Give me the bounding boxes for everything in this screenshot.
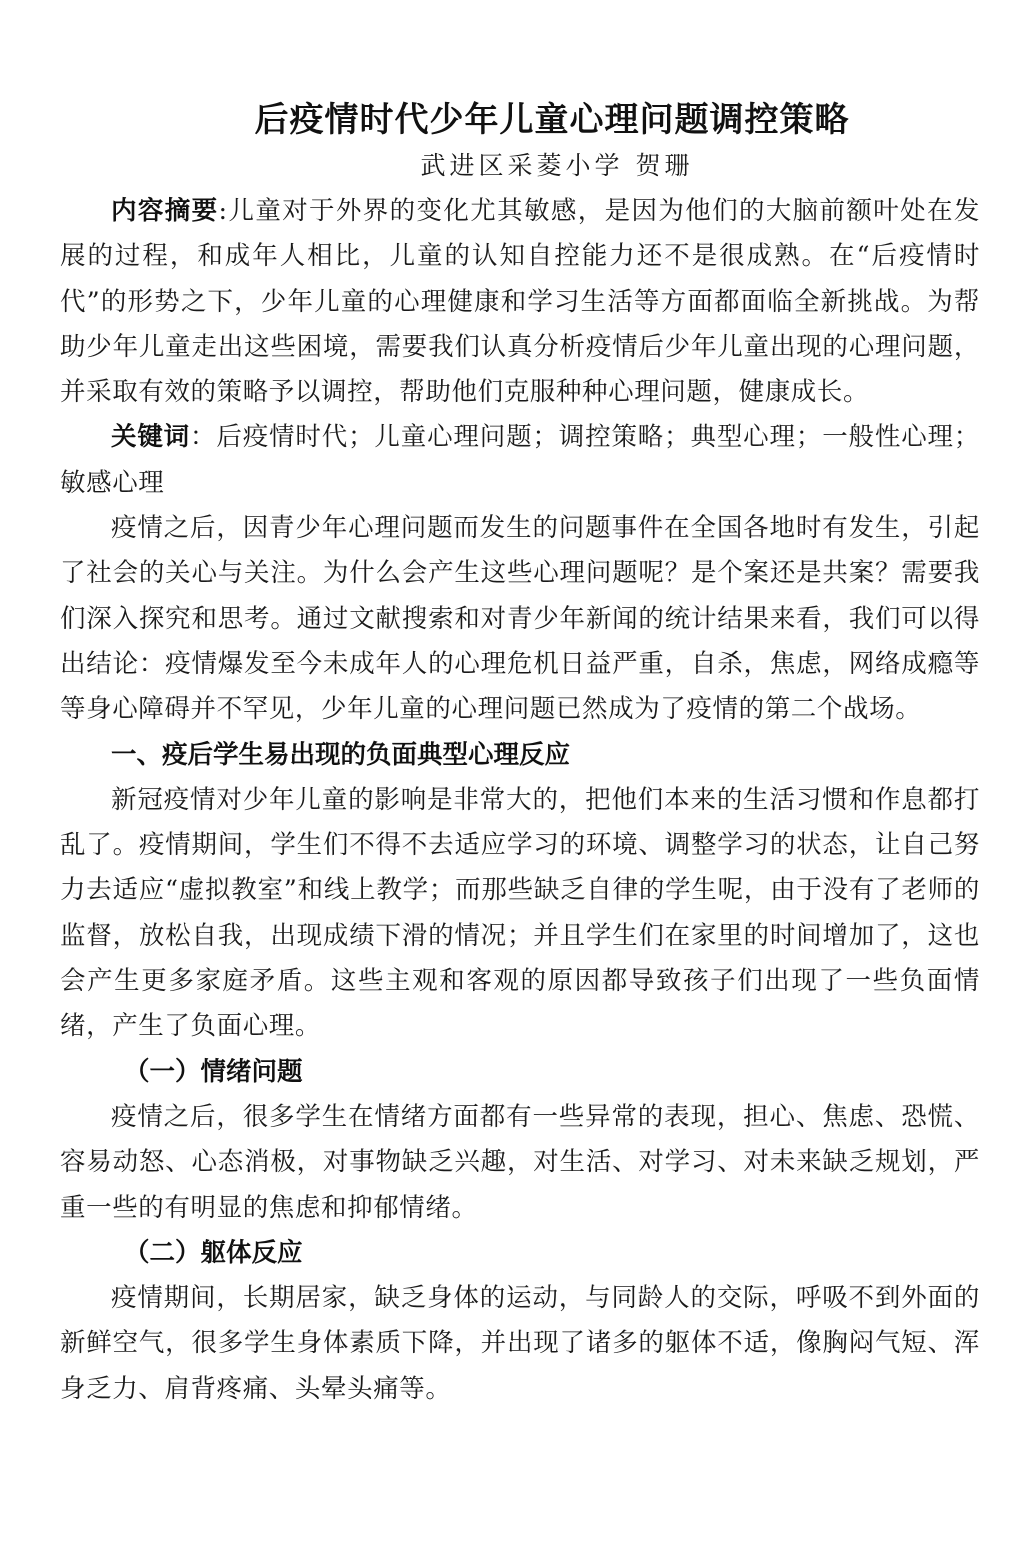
abstract-text: 儿童对于外界的变化尤其敏感，是因为他们的大脑前额叶处在发展的过程，和成年人相比，儿童的认知自控能力还不是很成熟。在“后疫情时代”的形势之下，少年儿童的心理健康和学习生活等方面都面临全新挑战。为帮助少年儿童走出这些困境，需要我们认真分析疫情后少年儿童出现的心理问题，并采取有效的策略予以调控，帮助他们克服种种心理问题，健康成长。 [60, 196, 980, 408]
abstract-colon: : [218, 196, 228, 226]
section-1-heading: 一、疫后学生易出现的负面典型心理反应 [111, 739, 571, 770]
keywords-text: 后疫情时代；儿童心理问题；调控策略；典型心理；一般性心理；敏感心理 [60, 422, 980, 498]
keywords-colon: ： [190, 422, 217, 453]
document-title: 后疫情时代少年儿童心理问题调控策略 [254, 100, 850, 140]
author-line: 武进区采菱小学 贺珊 [420, 151, 694, 180]
keywords-paragraph [60, 415, 980, 506]
document-body [60, 189, 980, 1412]
abstract-paragraph [60, 189, 980, 415]
subsection-2-heading: （二）躯体反应 [124, 1237, 303, 1268]
keywords-label: 关键词 [111, 422, 191, 453]
abstract-label: 内容摘要 [111, 196, 219, 226]
subsection-1-heading: （一）情绪问题 [124, 1056, 303, 1087]
subsection-1-paragraph: 疫情之后，很多学生在情绪方面都有一些异常的表现，担心、焦虑、恐慌、容易动怒、心态消极，对事物缺乏兴趣，对生活、对学习、对未来缺乏规划，严重一些的有明显的焦虑和抑郁情绪。 [60, 1101, 980, 1223]
intro-paragraph: 疫情之后，因青少年心理问题而发生的问题事件在全国各地时有发生，引起了社会的关心与关注。为什么会产生这些心理问题呢？是个案还是共案？需要我们深入探究和思考。通过文献搜索和对青少年新闻的统计结果来看，我们可以得出结论：疫情爆发至今未成年人的心理危机日益严重，自杀，焦虑，网络成瘾等等身心障碍并不罕见，少年儿童的心理问题已然成为了疫情的第二个战场。 [60, 513, 980, 725]
subsection-2-paragraph: 疫情期间，长期居家，缺乏身体的运动，与同龄人的交际，呼吸不到外面的新鲜空气，很多学生身体素质下降，并出现了诸多的躯体不适，像胸闷气短、浑身乏力、肩背疼痛、头晕头痛等。 [60, 1283, 980, 1404]
section-1-paragraph: 新冠疫情对少年儿童的影响是非常大的，把他们本来的生活习惯和作息都打乱了。疫情期间，学生们不得不去适应学习的环境、调整学习的状态，让自己努力去适应“虚拟教室”和线上教学；而那些缺乏自律的学生呢，由于没有了老师的监督，放松自我，出现成绩下滑的情况；并且学生们在家里的时间增加了，这也会产生更多家庭矛盾。这些主观和客观的原因都导致孩子们出现了一些负面情绪，产生了负面心理。 [60, 784, 980, 1042]
